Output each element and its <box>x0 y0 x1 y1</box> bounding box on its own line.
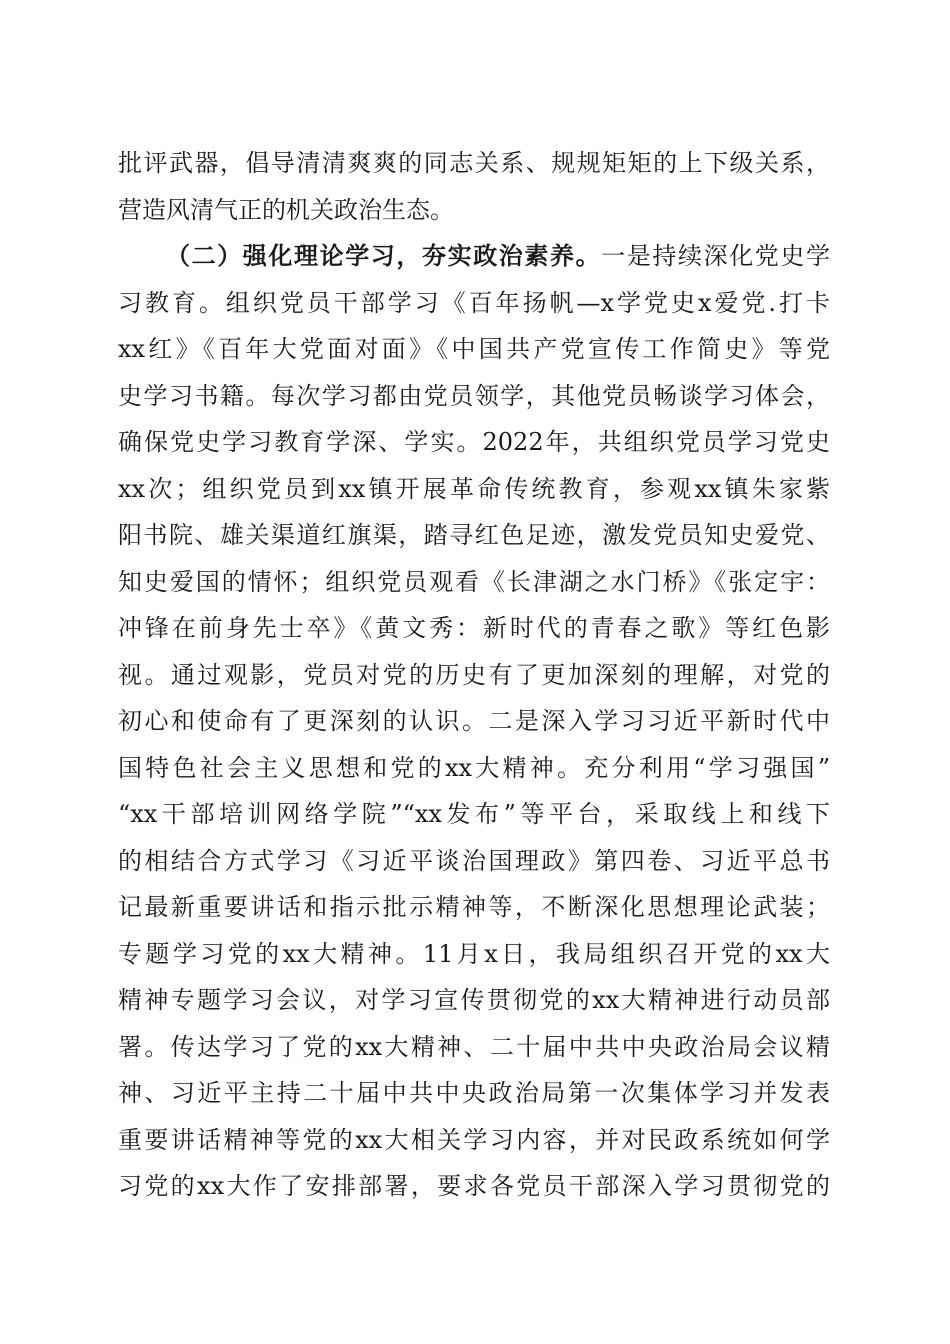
text-line: 习党的xx大作了安排部署，要求各党员干部深入学习贯彻党的 <box>118 1172 830 1200</box>
text-line: “xx干部培训网络学院”“xx发布”等平台，采取线上和线下 <box>118 800 830 828</box>
text-line: 批评武器，倡导清清爽爽的同志关系、规规矩矩的上下级关系， <box>118 149 830 177</box>
section-heading-line <box>118 233 830 280</box>
text-line: 阳书院、雄关渠道红旗渠，踏寻红色足迹，激发党员知史爱党、 <box>118 521 830 549</box>
text-line: 记最新重要讲话和指示批示精神等，不断深化思想理论武装； <box>118 893 830 921</box>
text-line: 营造风清气正的机关政治生态。 <box>118 195 454 224</box>
text-line: 专题学习党的xx大精神。11月x日，我局组织召开党的xx大 <box>118 939 830 968</box>
text-line: 精神专题学习会议，对学习宣传贯彻党的xx大精神进行动员部 <box>118 986 830 1014</box>
text-line: 重要讲话精神等党的xx大相关学习内容，并对民政系统如何学 <box>118 1125 830 1154</box>
text-line: 视。通过观影，党员对党的历史有了更加深刻的理解，对党的 <box>118 660 830 689</box>
text-line: 署。传达学习了党的xx大精神、二十届中共中央政治局会议精 <box>118 1032 830 1061</box>
text-line: 史学习书籍。每次学习都由党员领学，其他党员畅谈学习体会， <box>118 381 830 410</box>
section-heading: （二）强化理论学习，夯实政治素养。 <box>166 241 602 270</box>
text-line: 习教育。组织党员干部学习《百年扬帆—x学党史x爱党.打卡 <box>118 288 830 317</box>
text-line: xx次；组织党员到xx镇开展革命传统教育，参观xx镇朱家紫 <box>118 474 830 503</box>
text-line: 神、习近平主持二十届中共中央政治局第一次集体学习并发表 <box>118 1079 830 1107</box>
text-line: 初心和使命有了更深刻的认识。二是深入学习习近平新时代中 <box>118 707 830 735</box>
text-line: 冲锋在前身先士卒》《黄文秀：新时代的青春之歌》等红色影 <box>118 614 830 642</box>
text-span: 一是持续深化党史学 <box>601 242 830 270</box>
text-line: 确保党史学习教育学深、学实。2022年，共组织党员学习党史 <box>118 428 830 456</box>
body-text <box>118 140 830 1210</box>
text-line: 知史爱国的情怀；组织党员观看《长津湖之水门桥》《张定宇： <box>118 567 830 596</box>
text-line: 国特色社会主义思想和党的xx大精神。充分利用“学习强国” <box>118 753 830 782</box>
text-line: 的相结合方式学习《习近平谈治国理政》第四卷、习近平总书 <box>118 846 830 875</box>
text-line: xx红》《百年大党面对面》《中国共产党宣传工作简史》等党 <box>118 335 830 363</box>
